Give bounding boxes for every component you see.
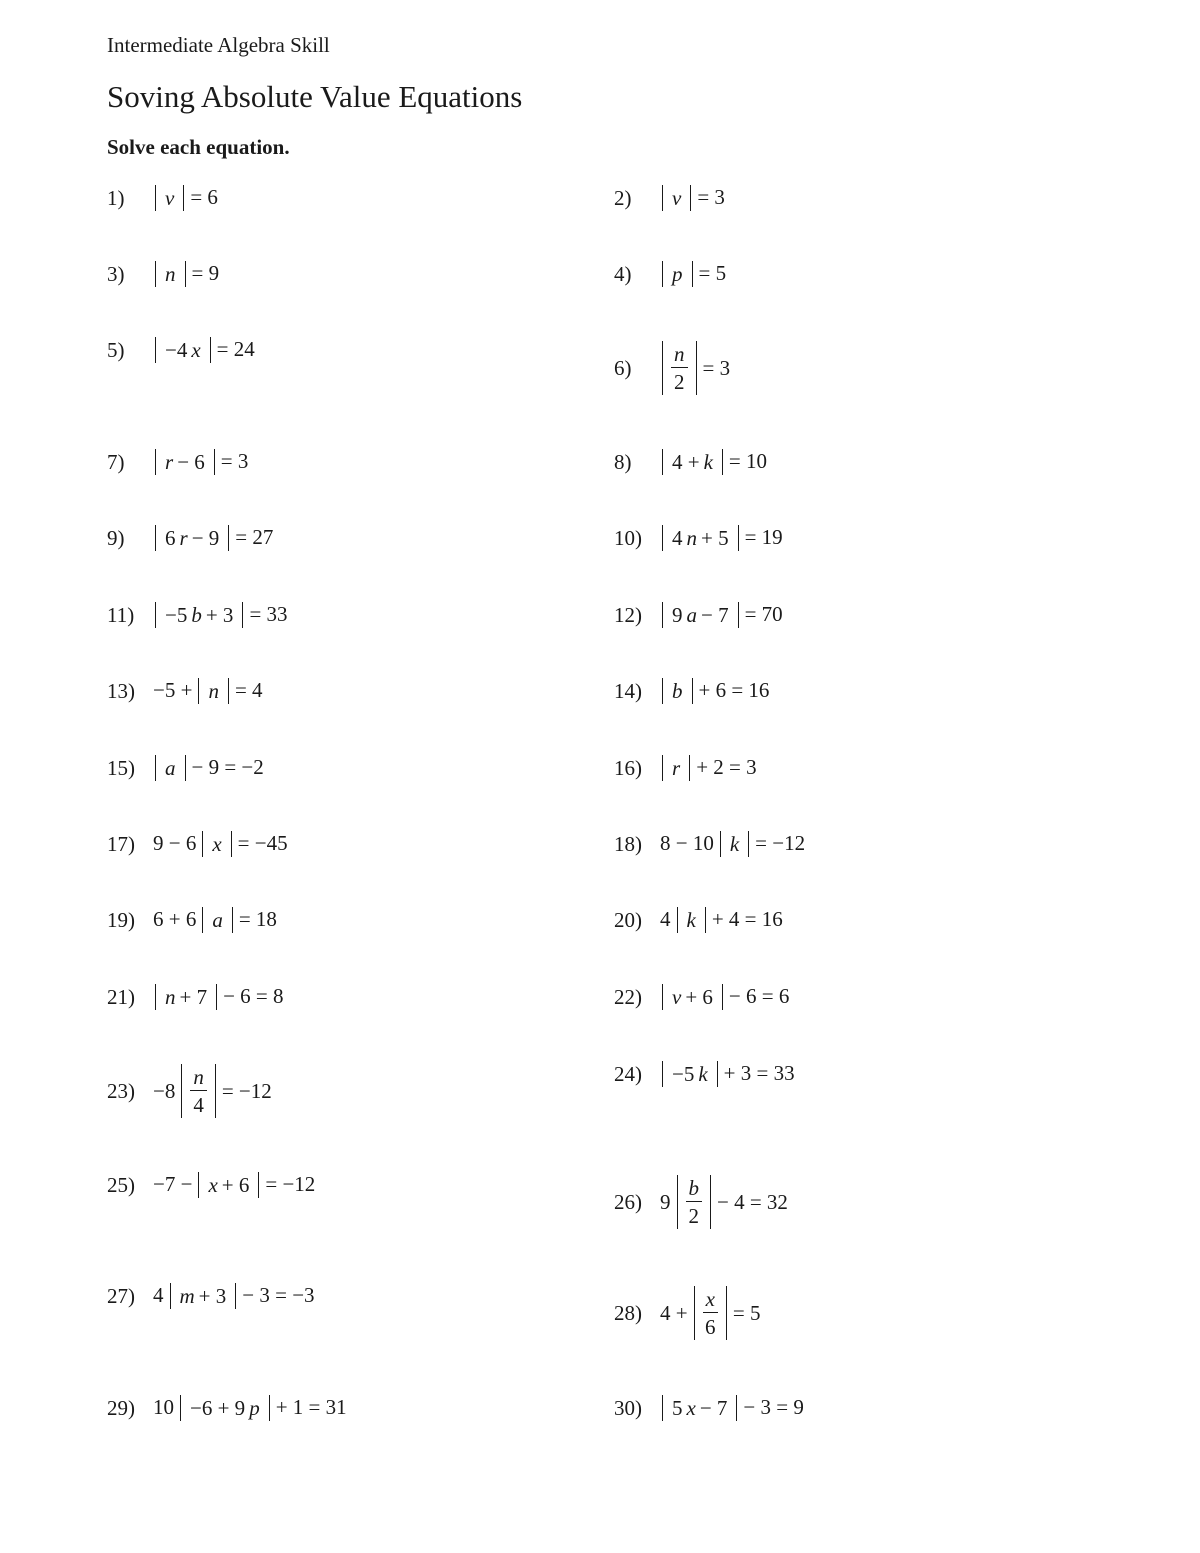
absolute-value: [155, 525, 229, 551]
problem-item: [107, 728, 266, 808]
problem-item: [614, 880, 785, 960]
equation-term: + 6: [221, 1172, 250, 1197]
fraction: [686, 1177, 703, 1227]
problem-item: [107, 158, 220, 238]
equation-term: − 6 = 8: [223, 984, 284, 1009]
problem-item: [107, 234, 221, 314]
problem-item: [107, 651, 265, 731]
equation-term: 5: [672, 1395, 683, 1420]
absolute-value: [155, 337, 211, 363]
equation: [658, 449, 769, 475]
equation-term: = 6: [190, 185, 218, 210]
absolute-value: [694, 1286, 727, 1340]
equation-term: − 4 = 32: [717, 1189, 788, 1214]
equation-term: = −45: [237, 831, 288, 856]
absolute-value: [170, 1283, 237, 1309]
equation: [151, 907, 279, 933]
equation-term: −5 +: [153, 678, 193, 703]
variable: x: [208, 1172, 218, 1197]
absolute-value: [662, 525, 739, 551]
variable: r: [672, 755, 681, 780]
variable: v: [165, 185, 175, 210]
absolute-value: [720, 831, 749, 857]
absolute-value: [662, 602, 739, 628]
equation: [658, 1061, 797, 1087]
equation-term: = −12: [265, 1172, 316, 1197]
equation: [151, 185, 220, 211]
fraction-numerator: n: [671, 343, 688, 368]
problem-item: [107, 1368, 349, 1448]
equation-term: 6 + 6: [153, 907, 197, 932]
absolute-value: [677, 907, 706, 933]
problem-item: [107, 1145, 317, 1225]
equation: [658, 602, 785, 628]
absolute-value: [155, 984, 217, 1010]
variable: a: [212, 907, 223, 932]
equation: [151, 984, 286, 1010]
equation: [658, 1175, 790, 1229]
problem-number: 28): [614, 1300, 642, 1325]
equation-term: −5: [672, 1061, 695, 1086]
variable: n: [208, 678, 219, 703]
variable: k: [729, 831, 740, 856]
variable: k: [698, 1061, 708, 1086]
equation-term: = 19: [744, 525, 783, 550]
absolute-value: [180, 1395, 270, 1421]
equation: [151, 1172, 317, 1198]
equation: [658, 755, 759, 781]
absolute-value: [662, 984, 723, 1010]
problem-item: [614, 1034, 797, 1114]
fraction-numerator: n: [190, 1066, 207, 1091]
worksheet-title: Soving Absolute Value Equations: [107, 79, 523, 114]
problem-item: [107, 880, 279, 960]
equation-term: 4: [672, 525, 683, 550]
problem-number: 7): [107, 449, 125, 474]
problem-number: 10): [614, 525, 642, 550]
fraction-denominator: 2: [674, 370, 685, 394]
equation-term: −8: [153, 1078, 176, 1103]
equation-term: − 9: [191, 525, 220, 550]
variable: b: [191, 602, 202, 627]
equation-term: − 9 = −2: [191, 755, 264, 780]
equation-term: 8 − 10: [660, 831, 714, 856]
fraction: [190, 1066, 207, 1116]
equation: [658, 525, 785, 551]
equation-term: −6 + 9: [190, 1395, 246, 1420]
problem-number: 15): [107, 755, 135, 780]
problem-number: 29): [107, 1395, 135, 1420]
fraction: [671, 343, 688, 393]
equation-term: = 70: [744, 602, 783, 627]
equation-term: = 33: [249, 602, 288, 627]
problem-item: [107, 498, 275, 578]
equation-term: = 10: [728, 449, 768, 474]
absolute-value: [662, 449, 723, 475]
equation: [658, 1286, 763, 1340]
problem-number: 12): [614, 602, 642, 627]
variable: n: [165, 984, 176, 1009]
absolute-value: [662, 341, 697, 395]
absolute-value: [662, 1395, 737, 1421]
absolute-value: [662, 261, 693, 287]
equation-term: = 3: [697, 185, 725, 210]
problem-item: [614, 651, 771, 731]
variable: k: [686, 907, 696, 932]
problem-number: 18): [614, 831, 642, 856]
equation-term: + 6: [685, 984, 713, 1009]
absolute-value: [202, 907, 233, 933]
problem-number: 27): [107, 1283, 135, 1308]
equation: [151, 1283, 317, 1309]
problem-item: [107, 575, 290, 655]
problem-item: [614, 1273, 763, 1353]
problem-item: [614, 328, 732, 408]
equation: [658, 341, 732, 395]
absolute-value: [677, 1175, 712, 1229]
problem-number: 1): [107, 185, 125, 210]
equation: [658, 261, 728, 287]
fraction: [703, 1288, 718, 1338]
problem-item: [107, 1051, 274, 1131]
equation: [658, 185, 727, 211]
absolute-value: [155, 449, 215, 475]
equation-term: + 3: [198, 1283, 227, 1308]
equation: [658, 831, 807, 857]
problem-number: 25): [107, 1172, 135, 1197]
problem-item: [614, 957, 791, 1037]
variable: v: [672, 984, 682, 1009]
equation-term: + 2 = 3: [696, 755, 757, 780]
variable: r: [165, 449, 174, 474]
equation-term: = 3: [220, 449, 249, 474]
equation-term: = 27: [235, 525, 274, 550]
problem-item: [107, 804, 290, 884]
equation-term: −7 −: [153, 1172, 193, 1197]
equation-term: + 7: [179, 984, 208, 1009]
equation: [658, 984, 791, 1010]
variable: p: [249, 1395, 260, 1420]
problem-item: [107, 422, 250, 502]
absolute-value: [198, 1172, 259, 1198]
equation-term: 9: [672, 602, 683, 627]
variable: b: [672, 678, 683, 703]
equation-term: − 3 = 9: [743, 1395, 804, 1420]
equation-term: 4 +: [660, 1300, 688, 1325]
problem-item: [614, 158, 727, 238]
problem-number: 20): [614, 907, 642, 932]
problem-item: [614, 575, 785, 655]
equation: [658, 907, 785, 933]
problem-item: [614, 804, 807, 884]
equation-term: = 9: [191, 261, 220, 286]
problem-number: 24): [614, 1061, 642, 1086]
equation-term: + 6 = 16: [698, 678, 770, 703]
equation: [151, 449, 250, 475]
problem-number: 8): [614, 449, 632, 474]
problem-number: 19): [107, 907, 135, 932]
problem-number: 5): [107, 337, 125, 362]
equation-term: = 5: [732, 1300, 761, 1325]
absolute-value: [155, 185, 184, 211]
equation: [151, 525, 275, 551]
absolute-value: [662, 1061, 718, 1087]
equation-term: = 18: [238, 907, 277, 932]
equation-term: 6: [165, 525, 176, 550]
problem-item: [107, 957, 286, 1037]
fraction-numerator: x: [703, 1288, 718, 1313]
equation: [151, 1064, 274, 1118]
equation-term: 4 +: [672, 449, 700, 474]
problem-item: [614, 234, 728, 314]
problem-item: [107, 1256, 317, 1336]
equation: [151, 831, 290, 857]
equation-term: + 3 = 33: [723, 1061, 795, 1086]
instructions: Solve each equation.: [107, 135, 290, 159]
variable: v: [672, 185, 682, 210]
absolute-value: [155, 261, 186, 287]
problem-item: [614, 728, 759, 808]
equation-term: 9 − 6: [153, 831, 197, 856]
problem-number: 13): [107, 678, 135, 703]
equation-term: 9: [660, 1189, 671, 1214]
problem-number: 14): [614, 678, 642, 703]
absolute-value: [662, 755, 690, 781]
absolute-value: [662, 185, 691, 211]
equation-term: − 7: [699, 1395, 728, 1420]
fraction-numerator: b: [686, 1177, 703, 1202]
problem-number: 21): [107, 984, 135, 1009]
variable: x: [212, 831, 222, 856]
equation-term: − 6 = 6: [728, 984, 790, 1009]
fraction-denominator: 4: [193, 1093, 204, 1117]
equation: [151, 337, 257, 363]
fraction-denominator: 2: [688, 1204, 699, 1228]
variable: p: [672, 261, 683, 286]
course-name: Intermediate Algebra Skill: [107, 33, 330, 57]
absolute-value: [202, 831, 231, 857]
absolute-value: [198, 678, 229, 704]
absolute-value: [155, 602, 243, 628]
variable: x: [191, 337, 201, 362]
variable: n: [686, 525, 697, 550]
equation-term: 10: [153, 1395, 174, 1420]
equation-term: = −12: [755, 831, 806, 856]
equation-term: + 4 = 16: [711, 907, 783, 932]
equation-term: + 5: [701, 525, 729, 550]
equation-term: + 1 = 31: [275, 1395, 347, 1420]
absolute-value: [181, 1064, 216, 1118]
equation-term: = 4: [234, 678, 263, 703]
variable: n: [165, 261, 176, 286]
equation-term: = 24: [216, 337, 255, 362]
equation: [151, 678, 265, 704]
problem-number: 22): [614, 984, 642, 1009]
problem-number: 17): [107, 831, 135, 856]
equation-term: = −12: [221, 1078, 272, 1103]
variable: m: [179, 1283, 195, 1308]
equation-term: = 3: [702, 355, 731, 380]
variable: r: [179, 525, 188, 550]
equation: [658, 1395, 806, 1421]
equation-term: 4: [153, 1283, 164, 1308]
equation-term: − 3 = −3: [242, 1283, 315, 1308]
equation-term: −4: [165, 337, 188, 362]
equation-term: = 5: [698, 261, 727, 286]
variable: x: [686, 1395, 696, 1420]
absolute-value: [662, 678, 693, 704]
equation: [658, 678, 771, 704]
absolute-value: [155, 755, 186, 781]
equation-term: −5: [165, 602, 188, 627]
problem-number: 2): [614, 185, 632, 210]
equation-term: − 6: [177, 449, 205, 474]
problem-item: [614, 498, 785, 578]
problem-item: [614, 1368, 806, 1448]
problem-number: 23): [107, 1078, 135, 1103]
equation-term: + 3: [205, 602, 234, 627]
problem-number: 9): [107, 525, 125, 550]
equation: [151, 602, 290, 628]
fraction-denominator: 6: [705, 1315, 716, 1339]
variable: a: [165, 755, 176, 780]
problem-number: 6): [614, 355, 632, 380]
problem-number: 30): [614, 1395, 642, 1420]
variable: a: [686, 602, 697, 627]
equation: [151, 755, 266, 781]
equation-term: 4: [660, 907, 671, 932]
equation: [151, 1395, 349, 1421]
problem-item: [107, 310, 257, 390]
problem-item: [614, 1162, 790, 1242]
problem-number: 3): [107, 261, 125, 286]
variable: k: [703, 449, 713, 474]
problem-item: [614, 422, 769, 502]
problem-number: 16): [614, 755, 642, 780]
equation-term: − 7: [701, 602, 729, 627]
problem-number: 4): [614, 261, 632, 286]
equation: [151, 261, 221, 287]
problem-number: 26): [614, 1189, 642, 1214]
problem-number: 11): [107, 602, 135, 627]
